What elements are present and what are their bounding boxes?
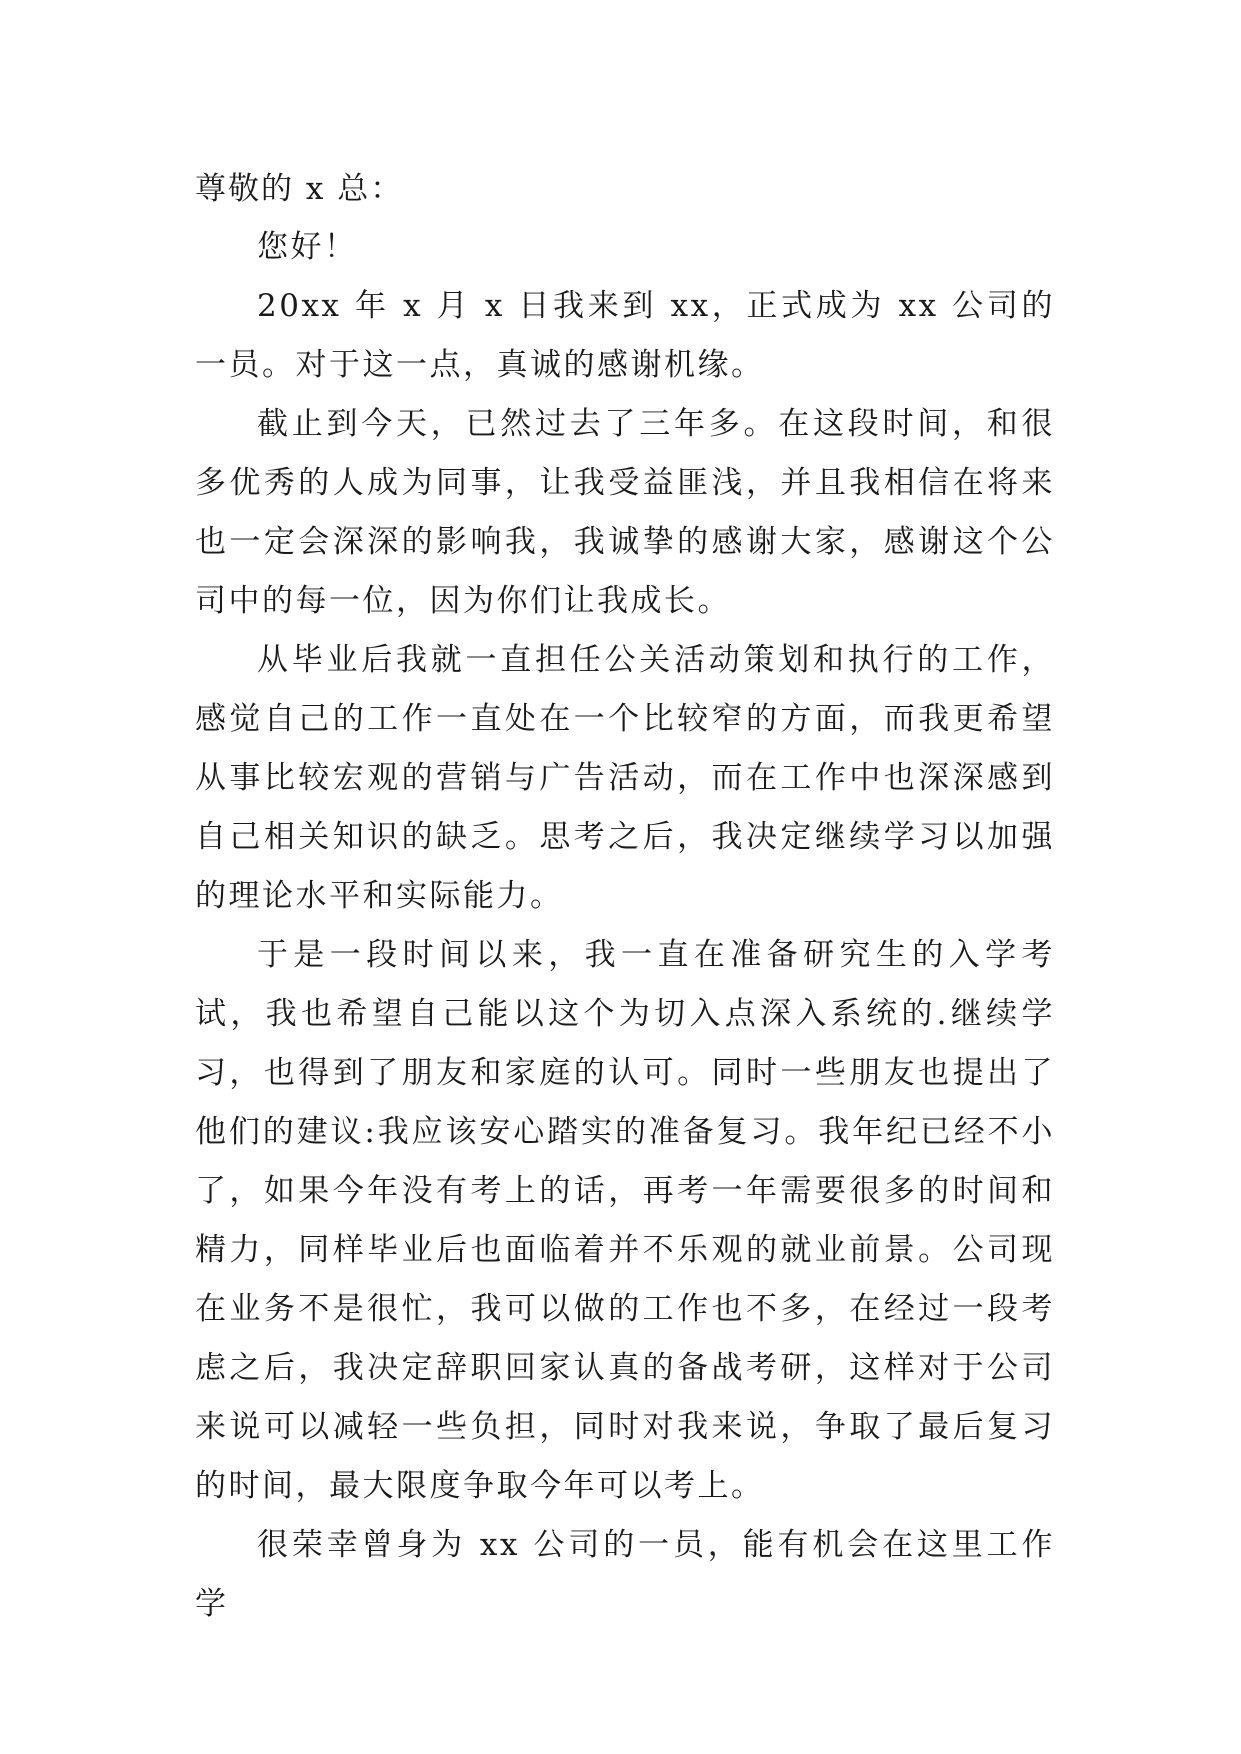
letter-page	[195, 160, 1055, 1634]
salutation: 尊敬的 x 总：	[195, 171, 404, 207]
greeting: 您好！	[257, 229, 358, 265]
paragraph-2: 截止到今天，已然过去了三年多。在这段时间，和很多优秀的人成为同事，让我受益匪浅，并且我相信在将来也一定会深深的影响我，我诚挚的感谢大家，感谢这个公司中的每一位，因为你们让我成长。	[195, 406, 1055, 619]
paragraph-5: 很荣幸曾身为 xx 公司的一员，能有机会在这里工作学	[195, 1527, 1055, 1622]
paragraph-4: 于是一段时间以来，我一直在准备研究生的入学考试，我也希望自己能以这个为切入点深入系统的.继续学习，也得到了朋友和家庭的认可。同时一些朋友也提出了他们的建议:我应该安心踏实的准备复习。我年纪已经不小了，如果今年没有考上的话，再考一年需要很多的时间和精力，同样毕业后也面临着并不乐观的就业前景。公司现在业务不是很忙，我可以做的工作也不多，在经过一段考虑之后，我决定辞职回家认真的备战考研，这样对于公司来说可以减轻一些负担，同时对我来说，争取了最后复习的时间，最大限度争取今年可以考上。	[195, 937, 1055, 1504]
paragraph-3: 从毕业后我就一直担任公关活动策划和执行的工作，感觉自己的工作一直处在一个比较窄的方面，而我更希望从事比较宏观的营销与广告活动，而在工作中也深深感到自己相关知识的缺乏。思考之后，我决定继续学习以加强的理论水平和实际能力。	[195, 642, 1055, 914]
paragraph-1: 20xx 年 x 月 x 日我来到 xx，正式成为 xx 公司的一员。对于这一点，真诚的感谢机缘。	[195, 288, 1055, 383]
